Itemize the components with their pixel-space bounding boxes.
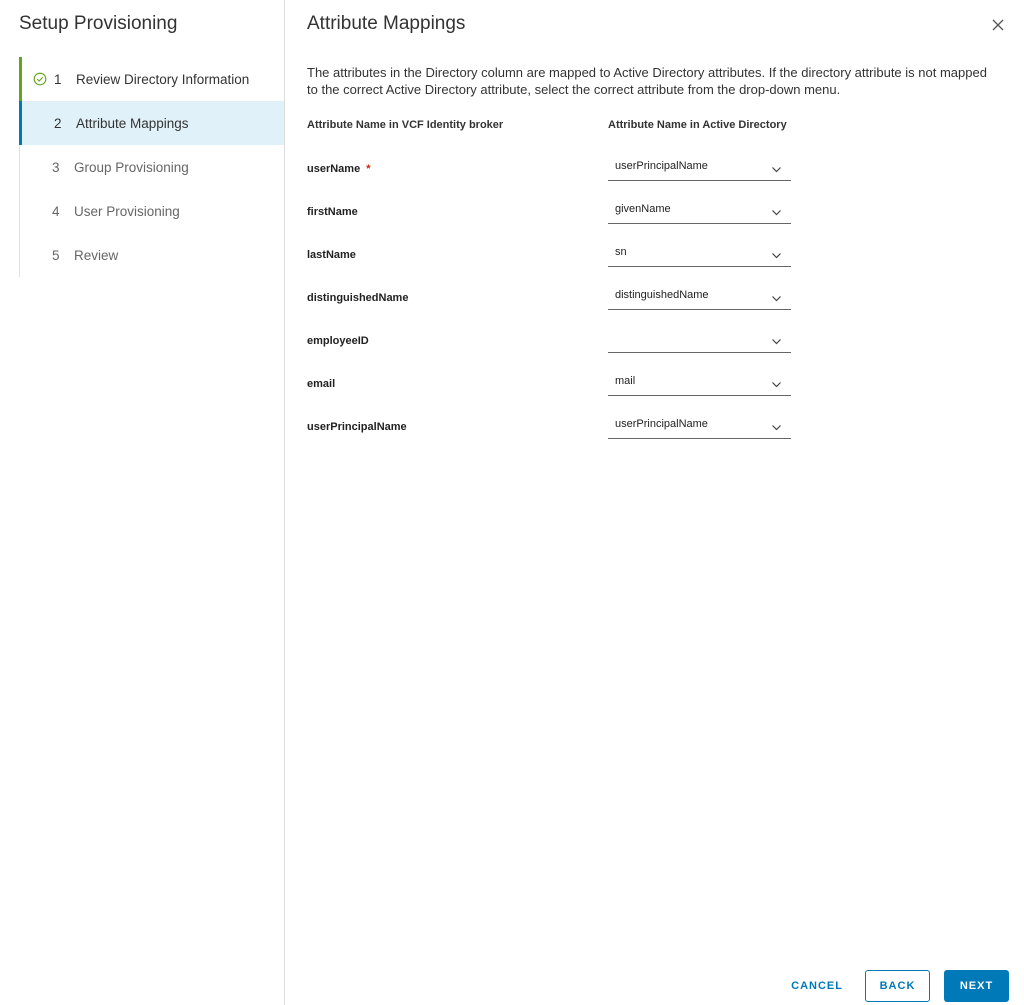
chevron-down-icon <box>771 207 782 218</box>
attribute-name: userPrincipalName <box>307 421 407 433</box>
attribute-select[interactable] <box>608 329 791 353</box>
step-number: 4 <box>52 203 60 219</box>
select-value: distinguishedName <box>615 289 709 301</box>
step-list <box>19 57 284 277</box>
step-group-provisioning[interactable] <box>20 145 284 189</box>
chevron-down-icon <box>771 250 782 261</box>
attribute-name: distinguishedName <box>307 292 409 304</box>
step-number: 5 <box>52 247 60 263</box>
attribute-select[interactable] <box>608 372 791 396</box>
mapping-row-employeeid <box>307 332 807 362</box>
step-label: Review Directory Information <box>76 71 250 87</box>
next-button[interactable]: NEXT <box>944 970 1009 1002</box>
back-button[interactable]: BACK <box>865 970 930 1002</box>
attribute-name: employeeID <box>307 335 369 347</box>
step-review[interactable] <box>20 233 284 277</box>
chevron-down-icon <box>771 164 782 175</box>
step-number: 2 <box>54 115 62 131</box>
page-title: Attribute Mappings <box>307 13 466 34</box>
mapping-row-distinguishedname <box>307 289 807 319</box>
column-header-active-directory: Attribute Name in Active Directory <box>608 119 787 131</box>
select-value: userPrincipalName <box>615 418 708 430</box>
attribute-select[interactable] <box>608 157 791 181</box>
step-number: 3 <box>52 159 60 175</box>
attribute-select[interactable] <box>608 415 791 439</box>
step-review-directory-information[interactable] <box>19 57 284 101</box>
step-label: Group Provisioning <box>74 159 189 175</box>
attribute-name: lastName <box>307 249 356 261</box>
select-value: sn <box>615 246 627 258</box>
attribute-name: userName * <box>307 163 371 175</box>
step-user-provisioning[interactable] <box>20 189 284 233</box>
step-attribute-mappings[interactable] <box>19 101 284 145</box>
mapping-row-firstname <box>307 203 807 233</box>
chevron-down-icon <box>771 422 782 433</box>
close-icon[interactable] <box>989 16 1007 34</box>
mapping-row-userprincipalname <box>307 418 807 448</box>
chevron-down-icon <box>771 379 782 390</box>
page-description: The attributes in the Directory column are mapped to Active Directory attributes. If the directory attribute is not mapped to the correct Active Directory attribute, select the correct attribute from the drop-down menu. <box>307 65 987 97</box>
attribute-select[interactable] <box>608 200 791 224</box>
chevron-down-icon <box>771 293 782 304</box>
wizard-content <box>286 0 1024 1005</box>
check-circle-icon <box>33 72 47 86</box>
select-value: mail <box>615 375 636 387</box>
mapping-row-email <box>307 375 807 405</box>
step-number: 1 <box>54 71 62 87</box>
wizard-sidebar <box>0 0 285 1005</box>
step-label: Attribute Mappings <box>76 115 189 131</box>
step-label: Review <box>74 247 119 263</box>
attribute-select[interactable] <box>608 243 791 267</box>
required-indicator: * <box>366 163 371 175</box>
column-header-identity-broker: Attribute Name in VCF Identity broker <box>307 119 504 131</box>
attribute-name: email <box>307 378 336 390</box>
wizard-footer <box>777 970 1009 1002</box>
attribute-name: firstName <box>307 206 358 218</box>
mapping-row-username <box>307 160 807 190</box>
chevron-down-icon <box>771 336 782 347</box>
attribute-select[interactable] <box>608 286 791 310</box>
select-value: userPrincipalName <box>615 160 708 172</box>
step-label: User Provisioning <box>74 203 180 219</box>
select-value: givenName <box>615 203 671 215</box>
mapping-row-lastname <box>307 246 807 276</box>
cancel-button[interactable]: CANCEL <box>791 980 843 992</box>
wizard-title: Setup Provisioning <box>19 13 178 34</box>
